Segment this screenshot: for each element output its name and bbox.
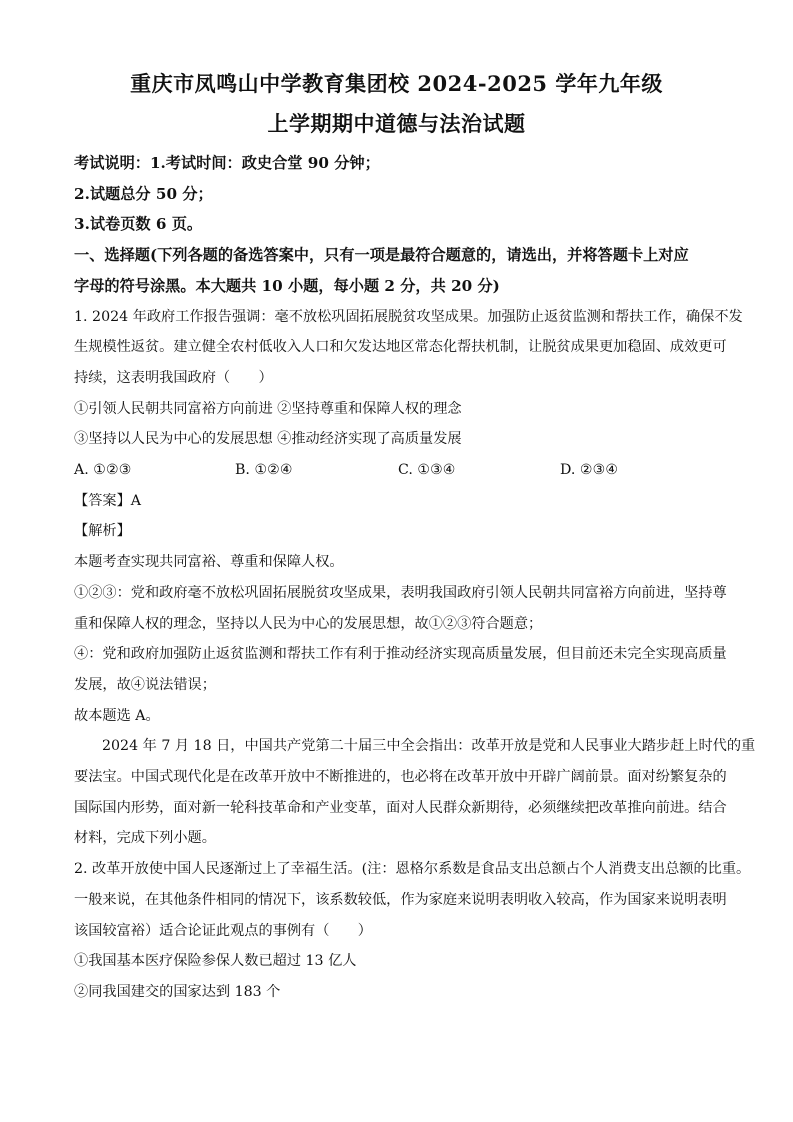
analysis-text: 发展，故④说法错误； bbox=[74, 676, 216, 693]
page-subtitle: 上学期期中道德与法治试题 bbox=[267, 111, 526, 136]
analysis-label: 【解析】 bbox=[74, 523, 131, 540]
analysis-text: ④：党和政府加强防止返贫监测和帮扶工作有利于推动经济实现高质量发展，但目前还未完全实现高质量 bbox=[74, 646, 727, 663]
material-text: 2024 年 7 月 18 日，中国共产党第二十届三中全会指出：改革开放是党和人民事业大踏步赶上时代的重 bbox=[102, 738, 756, 755]
question-item: ①引领人民朝共同富裕方向前进 ②坚持尊重和保障人权的理念 bbox=[74, 400, 462, 417]
question-stem: 该国较富裕）适合论证此观点的事例有（ ） bbox=[74, 922, 372, 939]
section-heading: 一、选择题(下列各题的备选答案中，只有一项是最符合题意的，请选出，并将答题卡上对应 bbox=[74, 246, 689, 265]
exam-info-line: 2.试题总分 50 分； bbox=[74, 184, 213, 203]
question-item: ②同我国建交的国家达到 183 个 bbox=[74, 983, 281, 1000]
material-text: 要法宝。中国式现代化是在改革开放中不断推进的，也必将在改革开放中开辟广阔前景。面对纷繁复杂的 bbox=[74, 769, 727, 786]
exam-info-line: 考试说明：1.考试时间：政史合堂 90 分钟； bbox=[74, 154, 380, 172]
document-body bbox=[74, 148, 756, 1008]
option-d: D. ②③④ bbox=[560, 462, 619, 479]
answer-options bbox=[74, 455, 722, 486]
material-text: 材料，完成下列小题。 bbox=[74, 830, 216, 847]
page-title: 重庆市凤鸣山中学教育集团校 2024-2025 学年九年级 bbox=[130, 71, 663, 96]
question-stem: 1. 2024 年政府工作报告强调：毫不放松巩固拓展脱贫攻坚成果。加强防止返贫监测和帮扶工作，确保不发 bbox=[74, 308, 743, 325]
question-stem: 生规模性返贫。建立健全农村低收入人口和欠发达地区常态化帮扶机制，让脱贫成果更加稳固、成效更可 bbox=[74, 339, 727, 356]
answer-label: 【答案】A bbox=[74, 492, 141, 509]
material-text: 国际国内形势，面对新一轮科技革命和产业变革，面对人民群众新期待，必须继续把改革推向前进。结合 bbox=[74, 799, 727, 816]
section-heading: 字母的符号涂黑。本大题共 10 小题，每小题 2 分，共 20 分) bbox=[74, 276, 500, 295]
question-stem: 持续，这表明我国政府（ ） bbox=[74, 369, 273, 386]
question-stem: 2. 改革开放使中国人民逐渐过上了幸福生活。(注：恩格尔系数是食品支出总额占个人消费支出总额的比重。 bbox=[74, 861, 751, 878]
question-item: ①我国基本医疗保险参保人数已超过 13 亿人 bbox=[74, 953, 357, 970]
analysis-text: 故本题选 A。 bbox=[74, 707, 160, 724]
question-stem: 一般来说，在其他条件相同的情况下，该系数较低，作为家庭来说明表明收入较高，作为国家来说明表明 bbox=[74, 891, 727, 908]
analysis-text: 重和保障人权的理念，坚持以人民为中心的发展思想，故①②③符合题意； bbox=[74, 615, 543, 632]
option-b: B. ①②④ bbox=[235, 462, 293, 479]
exam-info-line: 3.试卷页数 6 页。 bbox=[74, 215, 203, 234]
option-c: C. ①③④ bbox=[398, 462, 456, 479]
option-a: A. ①②③ bbox=[74, 462, 132, 479]
analysis-text: 本题考查实现共同富裕、尊重和保障人权。 bbox=[74, 554, 344, 571]
analysis-text: ①②③：党和政府毫不放松巩固拓展脱贫攻坚成果，表明我国政府引领人民朝共同富裕方向前进，坚持尊 bbox=[74, 584, 727, 601]
question-item: ③坚持以人民为中心的发展思想 ④推动经济实现了高质量发展 bbox=[74, 431, 462, 448]
